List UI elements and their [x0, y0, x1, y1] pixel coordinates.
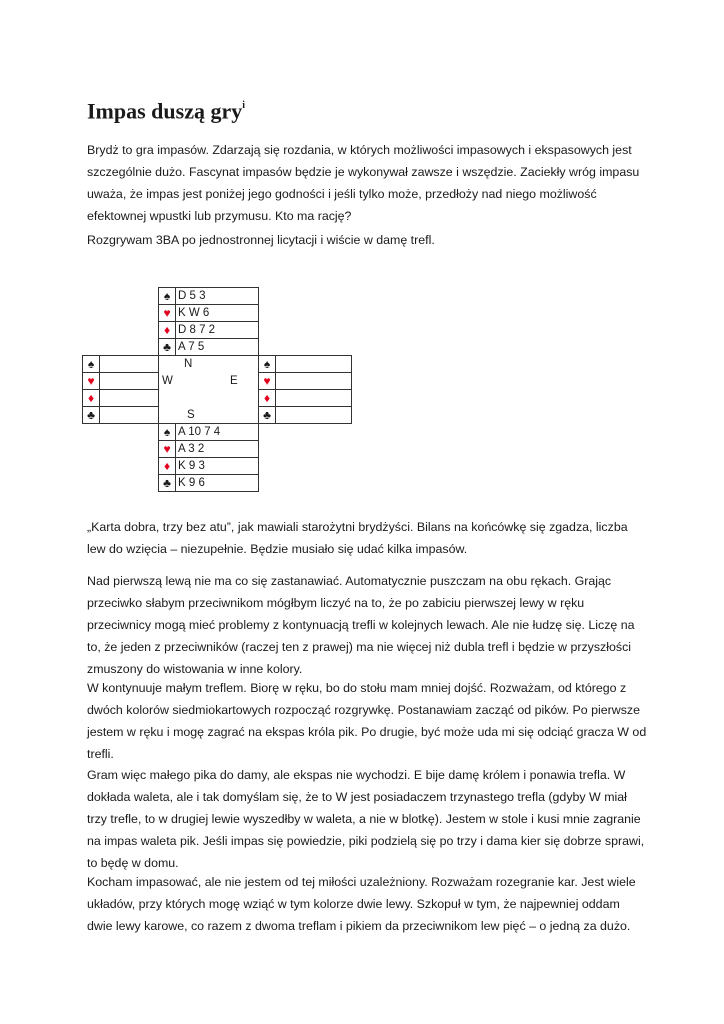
title-text: Impas duszą gry: [87, 98, 243, 124]
text-line: lew do wzięcia – niezupełnie. Będzie musiało się udać kilka impasów.: [87, 542, 468, 556]
south-diamonds-cards: K 9 3: [175, 457, 259, 475]
north-spades-cards: D 5 3: [175, 287, 259, 305]
text-line: zmuszony do wistowania w inne kolory.: [87, 662, 303, 676]
text-line: Gram więc małego pika do damy, ale ekspas nie wychodzi. E bije damę królem i ponawia trefla. W: [87, 768, 626, 782]
text-line: Nad pierwszą lewą nie ma co się zastanawiać. Automatycznie puszczam na obu rękach. Grając: [87, 574, 612, 588]
west-clubs-cards: [99, 406, 159, 424]
text-line: układów, przy których mogę wziąć w tym kolorze dwie lewy. Szkopuł w tym, że najpewniej oddam: [87, 897, 620, 911]
paragraph-2: [87, 570, 647, 680]
text-line: uważa, że impas jest poniżej jego godności i jeśli tylko może, przedłoży nad niego możliwość: [87, 187, 597, 201]
text-line: przeciwnicy mogą mieć problemy z kontynuacją trefli w kolejnych lewach. Ale nie łudzę się. Liczę na: [87, 618, 635, 632]
south-heart-icon: ♥: [158, 440, 176, 458]
text-line: dokłada waleta, ale i tak domyślam się, że to W jest posiadaczem trzynastego trefla (gdyby W miał: [87, 790, 627, 804]
east-club-icon: ♣: [258, 406, 276, 424]
text-line: dwie lewy karowe, co razem z dwoma treflam i pikiem da przeciwnikom lew pięć – o jedną za dużo.: [87, 919, 631, 933]
south-club-icon: ♣: [158, 474, 176, 492]
text-line: „Karta dobra, trzy bez atu”, jak mawiali starożytni brydżyści. Bilans na końcówkę się zgadza, liczba: [87, 520, 628, 534]
text-line: dwóch kolorów siedmiokartowych rozpocząć rozgrywkę. Postanawiam zacząć od pików. Po pierwsze: [87, 703, 640, 717]
text-line: efektownej wpustki lub przymusu. Kto ma rację?: [87, 209, 352, 223]
footnote-mark: i: [242, 100, 246, 111]
north-spade-icon: ♠: [158, 287, 176, 305]
east-spades-cards: [275, 355, 352, 373]
paragraph-3: [87, 677, 647, 765]
intro-paragraph: [87, 139, 647, 227]
text-line: przeciwko słabym przeciwnikom mógłbym liczyć na to, że po zabiciu pierwszej lewy w ręku: [87, 596, 585, 610]
west-diamonds-cards: [99, 389, 159, 407]
north-clubs-cards: A 7 5: [175, 338, 259, 356]
paragraph-4: [87, 764, 647, 874]
paragraph-1: [87, 516, 647, 560]
paragraph-5: [87, 871, 647, 937]
west-spades-cards: [99, 355, 159, 373]
west-diamond-icon: ♦: [82, 389, 100, 407]
west-heart-icon: ♥: [82, 372, 100, 390]
text-line: Brydż to gra impasów. Zdarzają się rozdania, w których możliwości impasowych i ekspasowych jest: [87, 143, 632, 157]
south-spades-cards: A 10 7 4: [175, 423, 259, 441]
east-diamond-icon: ♦: [258, 389, 276, 407]
south-hearts-cards: A 3 2: [175, 440, 259, 458]
text-line: to, że jeden z przeciwników (raczej ten z prawej) ma nie więcej niż dubla trefl i będzie w przyszłości: [87, 640, 632, 654]
north-club-icon: ♣: [158, 338, 176, 356]
east-heart-icon: ♥: [258, 372, 276, 390]
compass-west: W: [162, 375, 173, 387]
text-line: W kontynuuje małym treflem. Biorę w ręku, bo do stołu mam mniej dojść. Rozważam, od którego z: [87, 681, 627, 695]
west-spade-icon: ♠: [82, 355, 100, 373]
east-clubs-cards: [275, 406, 352, 424]
contract-paragraph: [87, 229, 647, 251]
text-line: Rozgrywam 3BA po jednostronnej licytacji i wiście w damę trefl.: [87, 233, 435, 247]
north-diamond-icon: ♦: [158, 321, 176, 339]
west-hearts-cards: [99, 372, 159, 390]
compass-south: S: [187, 409, 195, 421]
north-heart-icon: ♥: [158, 304, 176, 322]
text-line: trzy trefle, to w drugiej lewie wyszedłby w waleta, a nie w blotkę). Jestem w stole i kusi mnie zagranie: [87, 812, 641, 826]
south-spade-icon: ♠: [158, 423, 176, 441]
text-line: szczególnie dużo. Fascynat impasów będzie je wykonywał zawsze i wszędzie. Zaciekły wróg impasu: [87, 165, 640, 179]
south-clubs-cards: K 9 6: [175, 474, 259, 492]
compass-north: N: [184, 358, 193, 370]
text-line: to będę w domu.: [87, 856, 179, 870]
south-diamond-icon: ♦: [158, 457, 176, 475]
text-line: Kocham impasować, ale nie jestem od tej miłości uzależniony. Rozważam rozegranie kar. Jest wiele: [87, 875, 636, 889]
north-diamonds-cards: D 8 7 2: [175, 321, 259, 339]
text-line: jestem w ręku i mogę zagrać na ekspas króla pik. Po drugie, być może uda mi się odciąć gracza W od: [87, 725, 647, 739]
east-diamonds-cards: [275, 389, 352, 407]
west-club-icon: ♣: [82, 406, 100, 424]
compass-east: E: [230, 375, 238, 387]
east-spade-icon: ♠: [258, 355, 276, 373]
page-title: [87, 93, 245, 126]
text-line: trefli.: [87, 747, 114, 761]
east-hearts-cards: [275, 372, 352, 390]
text-line: na impas waleta pik. Jeśli impas się powiedzie, piki podzielą się po trzy i dama kier się dobrze sprawi,: [87, 834, 645, 848]
north-hearts-cards: K W 6: [175, 304, 259, 322]
